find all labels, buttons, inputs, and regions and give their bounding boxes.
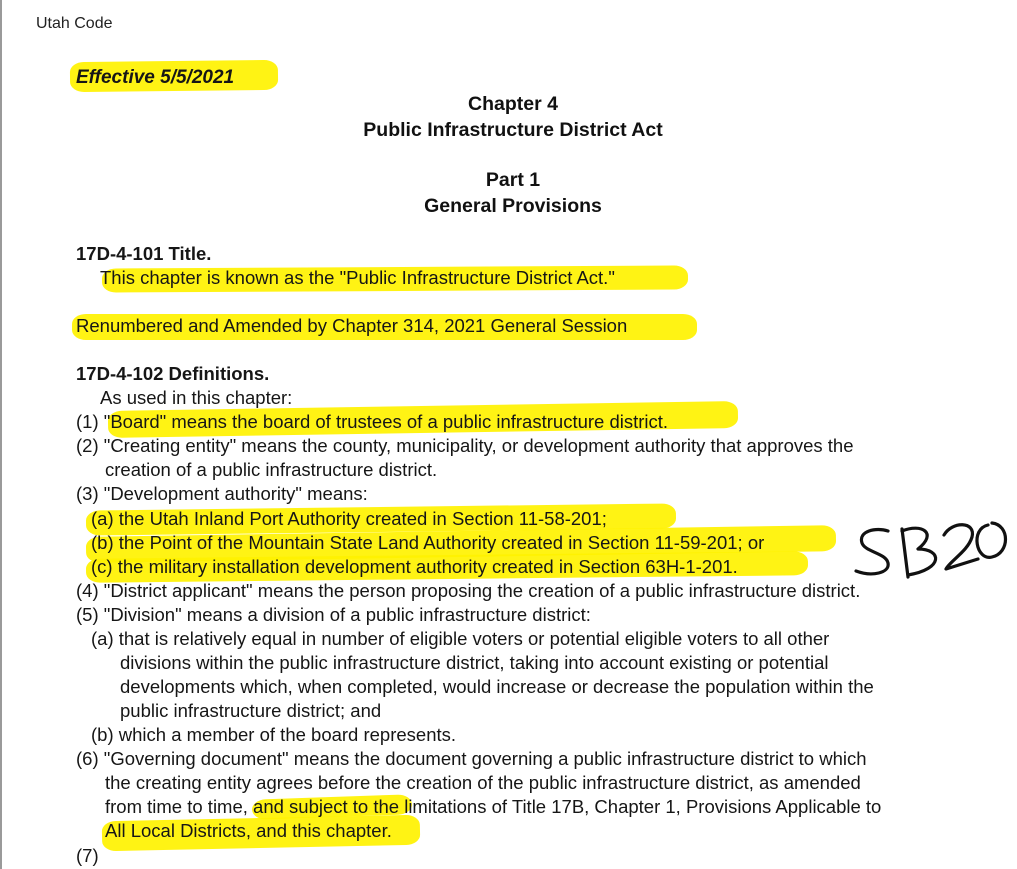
handwritten-sb20-annotation (852, 505, 1012, 585)
section-101-text: This chapter is known as the "Public Infrastructure District Act." (100, 267, 615, 288)
definition-7: (7) (76, 845, 99, 866)
chapter-title: Public Infrastructure District Act (363, 119, 663, 141)
section-101-heading: 17D-4-101 Title. (76, 243, 212, 264)
definition-1: (1) "Board" means the board of trustees of a public infrastructure district. (76, 411, 669, 432)
definition-4: (4) "District applicant" means the person proposing the creation of a public infrastructure district. (76, 580, 861, 601)
source-header: Utah Code (36, 15, 113, 32)
definition-6-line3: from time to time, and subject to the limitations of Title 17B, Chapter 1, Provisions Applicable to (105, 796, 882, 817)
definition-3a: (a) the Utah Inland Port Authority created in Section 11-58-201; (91, 508, 607, 529)
definition-3b: (b) the Point of the Mountain State Land Authority created in Section 11-59-201; or (91, 532, 765, 553)
definition-5a-line1: (a) that is relatively equal in number of eligible voters or potential eligible voters to all other (91, 628, 830, 649)
definition-2-line2: creation of a public infrastructure district. (105, 459, 438, 480)
section-102-heading: 17D-4-102 Definitions. (76, 363, 270, 384)
definition-6-line4: All Local Districts, and this chapter. (105, 820, 392, 841)
chapter-number: Chapter 4 (468, 93, 558, 115)
effective-date: Effective 5/5/2021 (76, 67, 235, 88)
definition-2-line1: (2) "Creating entity" means the county, municipality, or development authority that approves the (76, 435, 854, 456)
definition-6-line1: (6) "Governing document" means the document governing a public infrastructure district to which (76, 748, 867, 769)
definition-3: (3) "Development authority" means: (76, 483, 368, 504)
definition-5b: (b) which a member of the board represents. (91, 724, 457, 745)
definition-3c: (c) the military installation development authority created in Section 63H-1-201. (91, 556, 738, 577)
definition-5a-line4: public infrastructure district; and (120, 700, 382, 721)
ink-2 (944, 525, 978, 569)
definition-5a-line2: divisions within the public infrastructure district, taking into account existing or potential (120, 652, 829, 673)
section-101-history: Renumbered and Amended by Chapter 314, 2021 General Session (76, 315, 628, 336)
definition-5a-line3: developments which, when completed, would increase or decrease the population within the (120, 676, 874, 697)
definition-6-line2: the creating entity agrees before the creation of the public infrastructure district, as amended (105, 772, 861, 793)
ink-b-stem (902, 529, 908, 577)
section-102-intro: As used in this chapter: (100, 387, 293, 408)
ink-0 (977, 523, 1006, 557)
definition-5: (5) "Division" means a division of a public infrastructure district: (76, 604, 591, 625)
ink-s (856, 530, 888, 574)
part-title: General Provisions (424, 195, 602, 217)
part-number: Part 1 (485, 169, 541, 191)
